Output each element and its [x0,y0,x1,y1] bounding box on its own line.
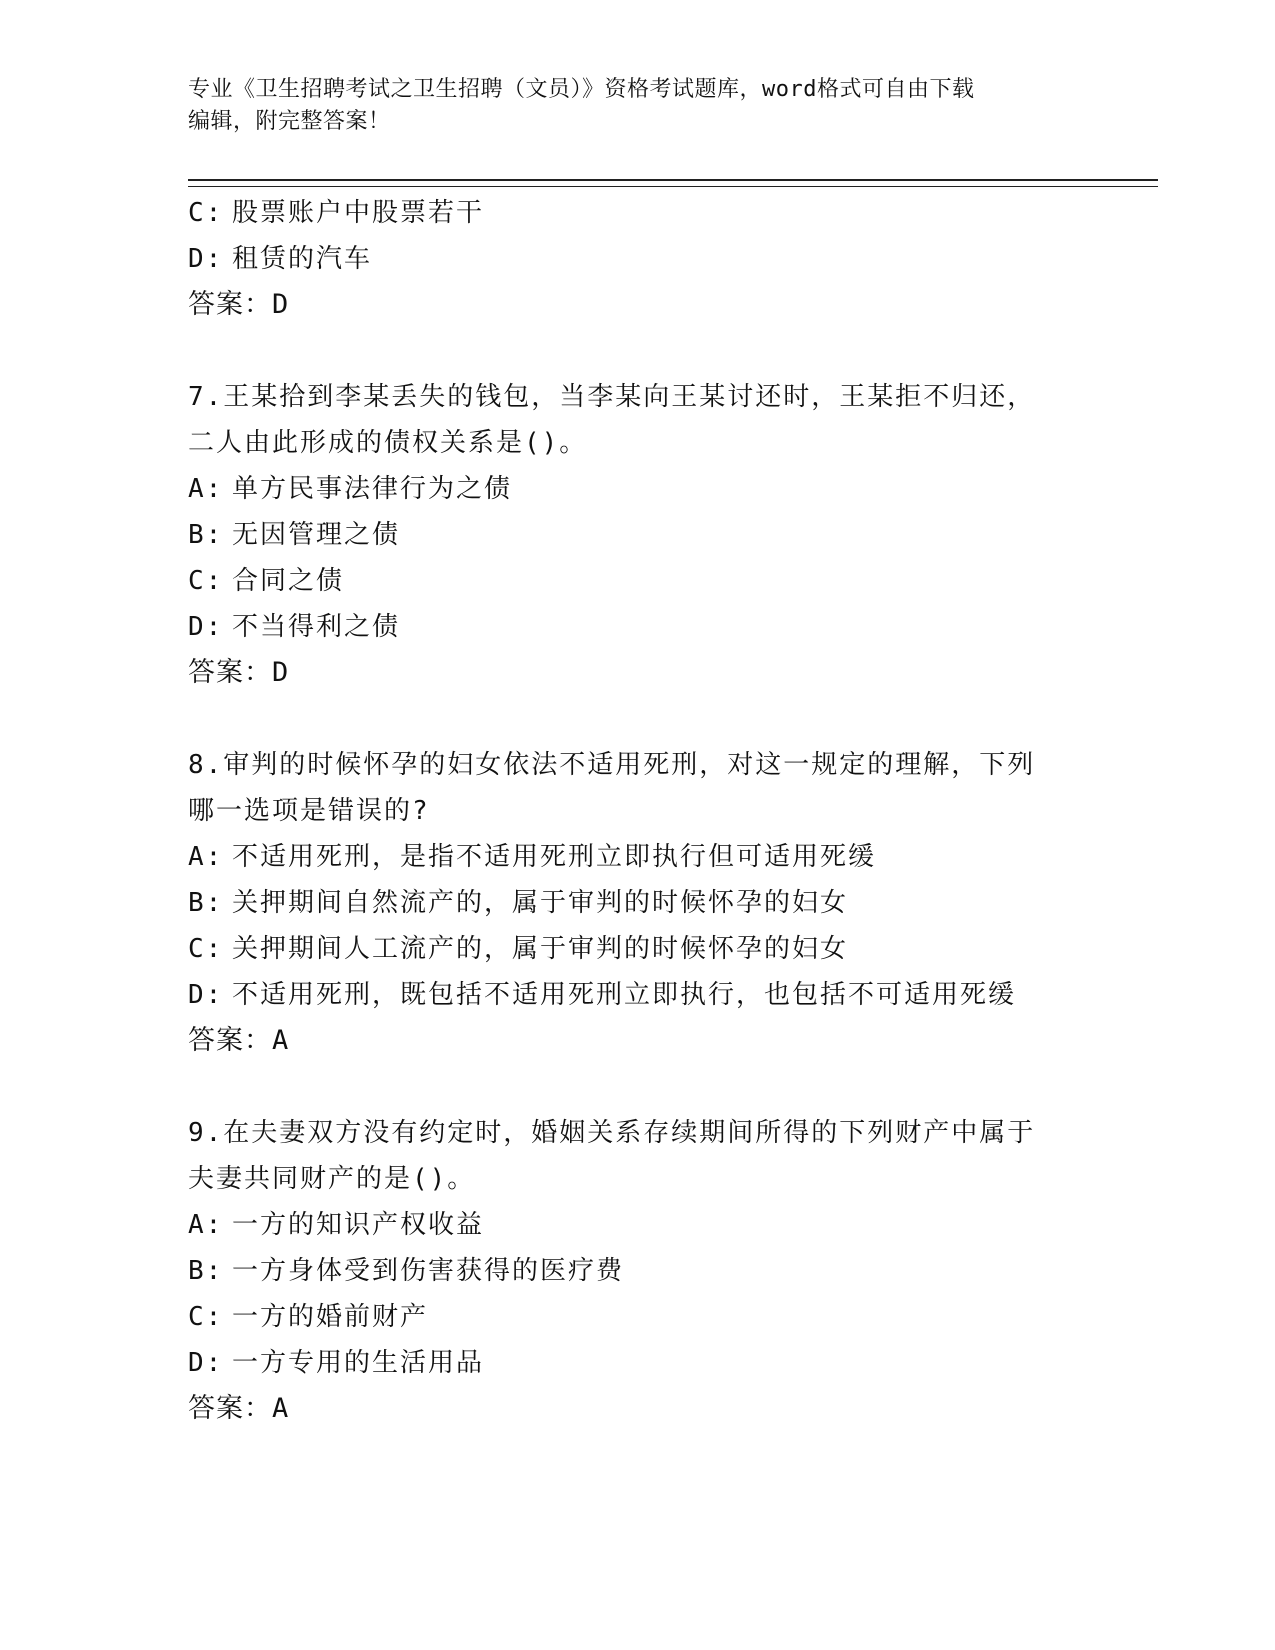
option-key: C: [188,198,224,228]
option-text: 无因管理之债 [232,520,401,550]
option-key: D: [188,612,224,642]
answer-label: 答案： [188,657,272,688]
option-d [188,972,1128,1018]
answer-line [188,282,1128,328]
question-list [188,190,1128,1432]
option-a [188,466,1128,512]
question-stem-line: 哪一选项是错误的? [188,796,430,826]
option-text: 合同之债 [232,566,345,596]
option-text: 不适用死刑，既包括不适用死刑立即执行，也包括不可适用死缓 [232,980,1017,1010]
option-key: B: [188,888,224,918]
answer-label: 答案： [188,1393,272,1424]
answer-line [188,1018,1128,1064]
option-c [188,926,1128,972]
option-key: D: [188,980,224,1010]
question-stem-line: 二人由此形成的债权关系是()。 [188,428,588,458]
option-key: D: [188,1348,224,1378]
option-key: D: [188,244,224,274]
answer-line [188,1386,1128,1432]
answer-label: 答案： [188,289,272,320]
document-header [188,74,1068,138]
option-key: C: [188,1302,224,1332]
option-text: 租赁的汽车 [232,244,373,274]
answer-line [188,650,1128,696]
answer-value: D [272,657,290,688]
option-key: C: [188,934,224,964]
header-divider [188,179,1158,187]
option-d [188,236,1128,282]
question-stem-line: 7.王某拾到李某丢失的钱包，当李某向王某讨还时，王某拒不归还， [188,382,1036,412]
question-7 [188,374,1128,696]
option-d [188,604,1128,650]
option-b [188,512,1128,558]
continued-question [188,190,1128,328]
question-stem-line: 夫妻共同财产的是()。 [188,1164,476,1194]
option-key: A: [188,842,224,872]
option-a [188,1202,1128,1248]
option-text: 一方的婚前财产 [232,1302,429,1332]
option-key: C: [188,566,224,596]
option-key: A: [188,474,224,504]
option-text: 单方民事法律行为之债 [232,474,513,504]
option-text: 一方的知识产权收益 [232,1210,485,1240]
option-text: 一方身体受到伤害获得的医疗费 [232,1256,625,1286]
answer-value: A [272,1025,290,1056]
option-c [188,190,1128,236]
option-text: 不适用死刑，是指不适用死刑立即执行但可适用死缓 [232,842,877,872]
option-text: 关押期间自然流产的，属于审判的时候怀孕的妇女 [232,888,849,918]
answer-value: A [272,1393,290,1424]
option-text: 不当得利之债 [232,612,401,642]
option-key: A: [188,1210,224,1240]
option-a [188,834,1128,880]
header-line-1: 专业《卫生招聘考试之卫生招聘（文员）》资格考试题库，word格式可自由下载 [188,77,975,102]
option-text: 股票账户中股票若干 [232,198,485,228]
header-line-2: 编辑，附完整答案！ [188,109,391,134]
option-key: B: [188,520,224,550]
answer-value: D [272,289,290,320]
option-d [188,1340,1128,1386]
question-stem-line: 8.审判的时候怀孕的妇女依法不适用死刑，对这一规定的理解，下列 [188,750,1036,780]
question-8 [188,742,1128,1064]
option-b [188,1248,1128,1294]
option-c [188,558,1128,604]
answer-label: 答案： [188,1025,272,1056]
option-key: B: [188,1256,224,1286]
option-c [188,1294,1128,1340]
option-b [188,880,1128,926]
question-9 [188,1110,1128,1432]
option-text: 一方专用的生活用品 [232,1348,485,1378]
question-stem-line: 9.在夫妻双方没有约定时，婚姻关系存续期间所得的下列财产中属于 [188,1118,1036,1148]
option-text: 关押期间人工流产的，属于审判的时候怀孕的妇女 [232,934,849,964]
